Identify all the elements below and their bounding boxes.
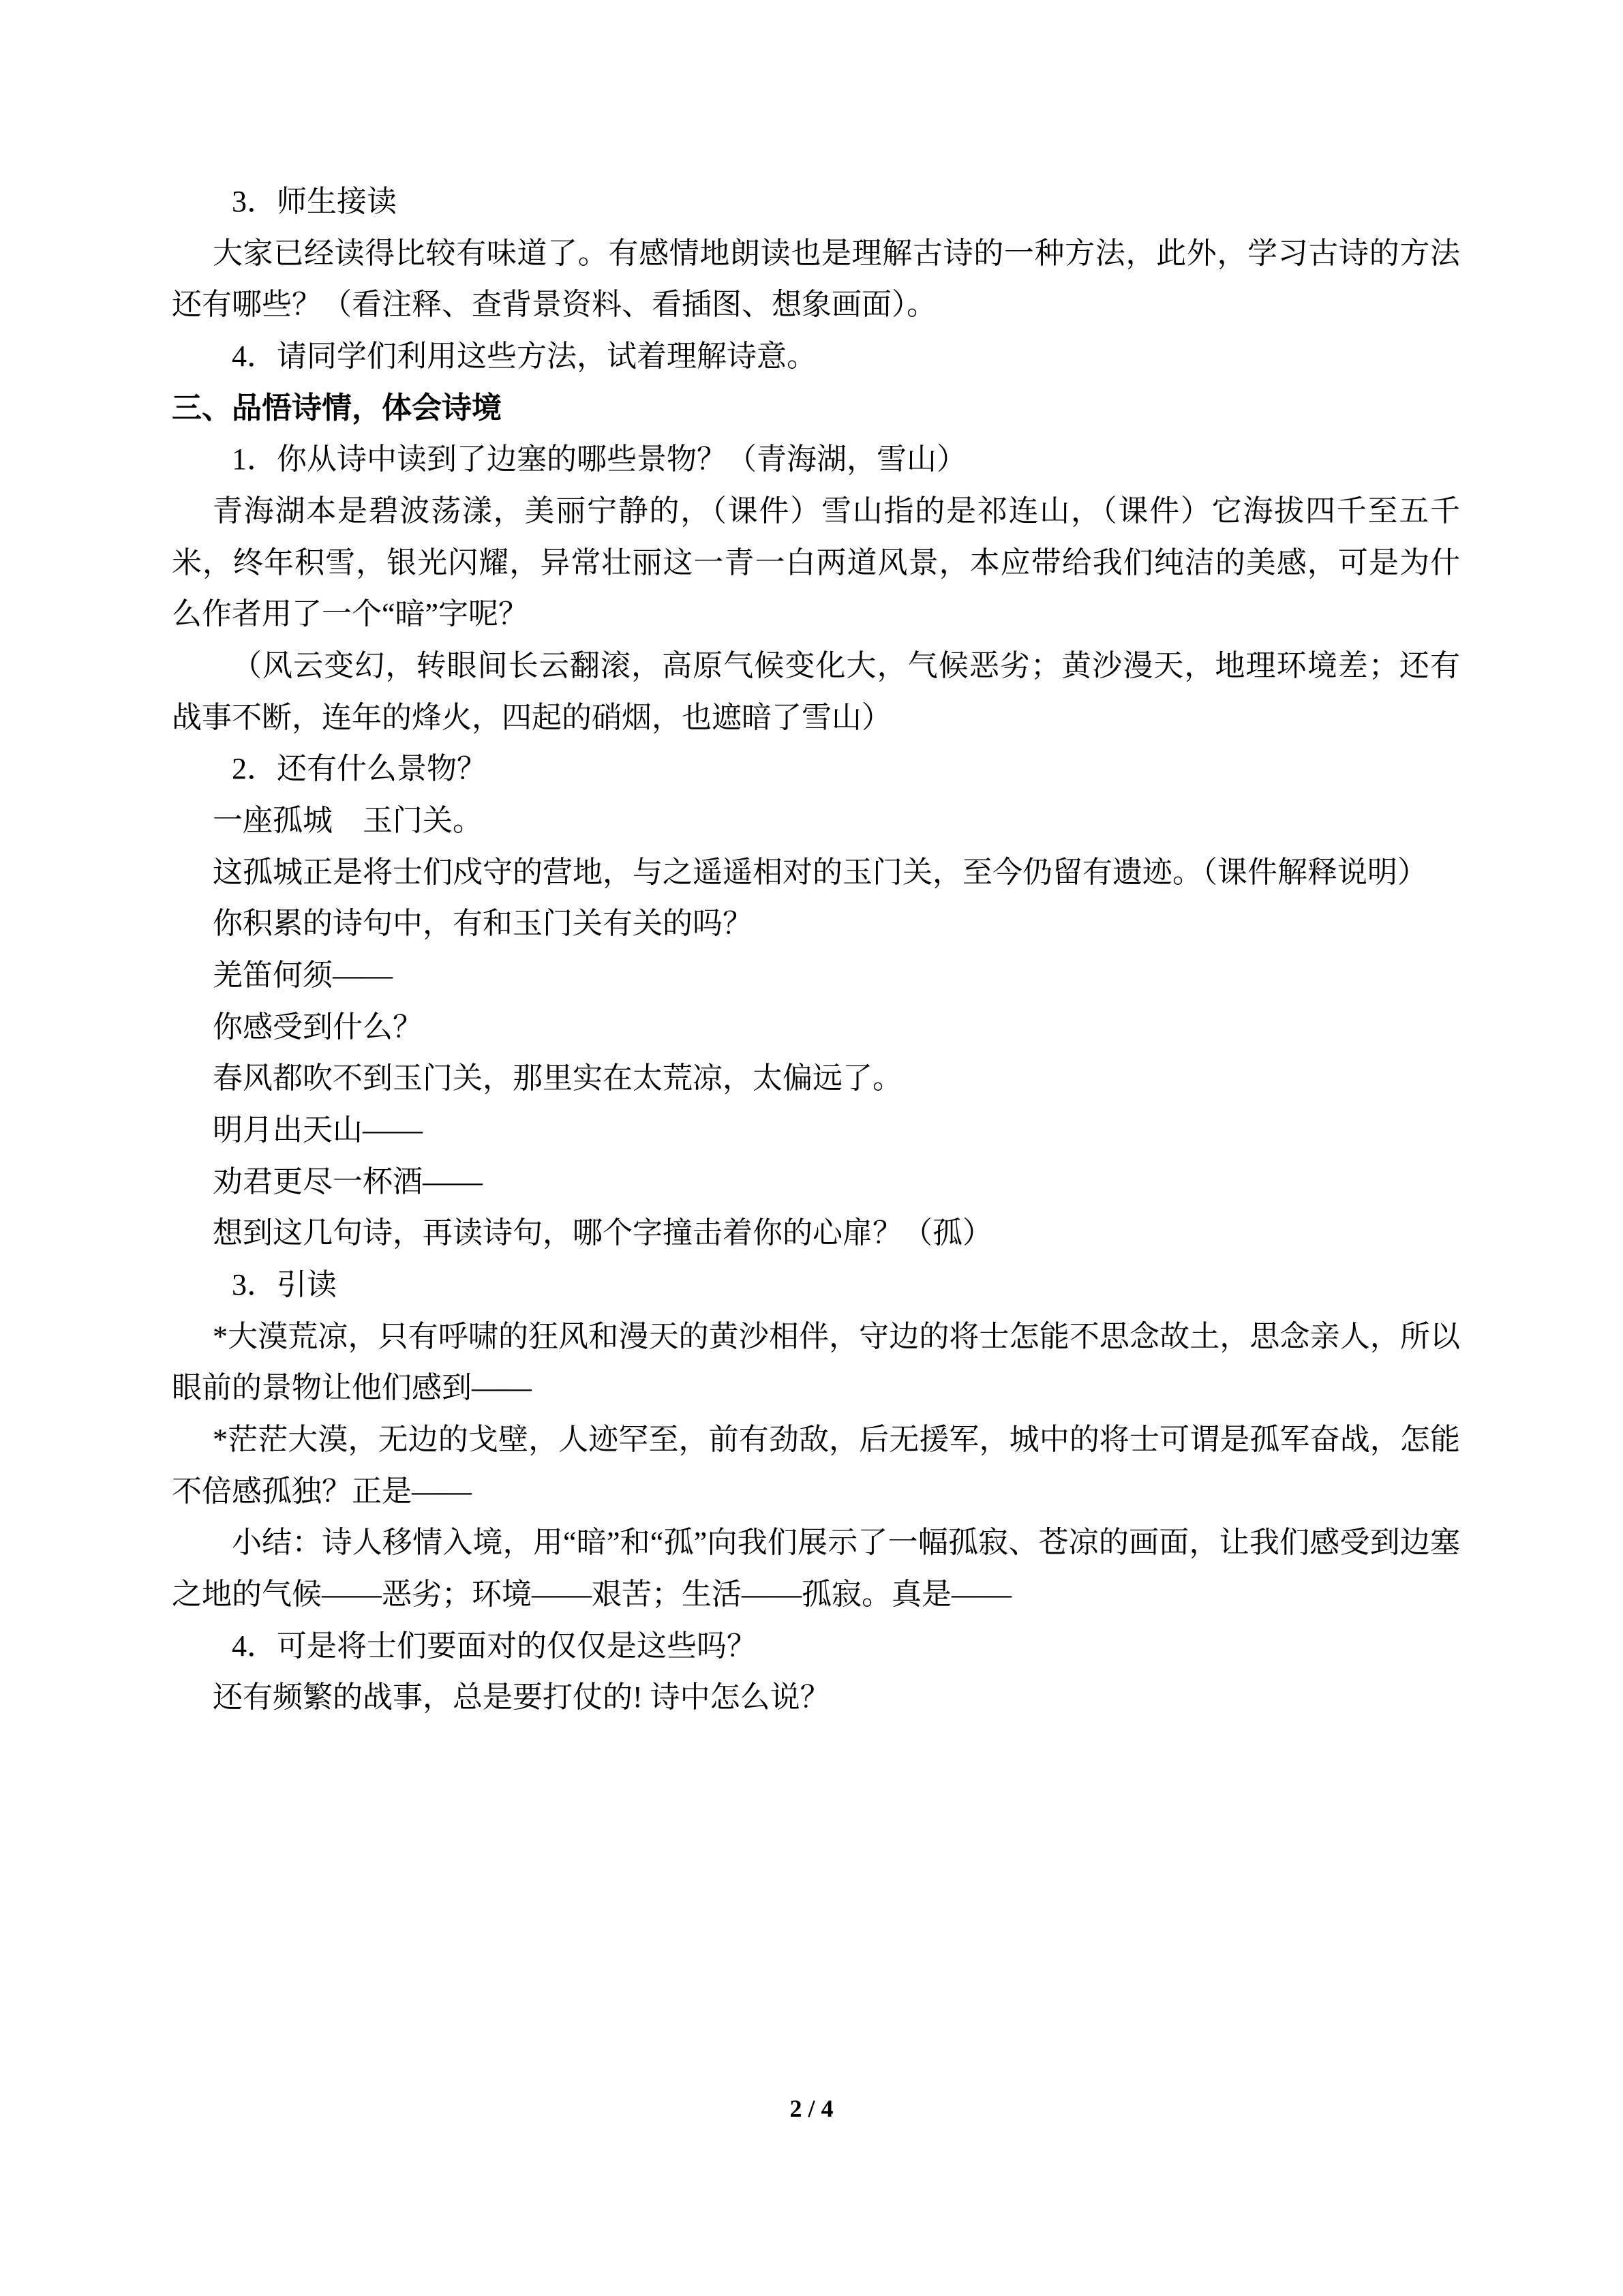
paragraph: 2．还有什么景物？ — [232, 752, 487, 786]
paragraph: 小结：诗人移情入境，用“暗”和“孤”向我们展示了一幅孤寂、苍凉的画面，让我们感受到边塞之地的气候——恶劣；环境——艰苦；生活——孤寂。真是—— — [172, 1526, 1460, 1612]
paragraph: （风云变幻，转眼间长云翻滚，高原气候变化大，气候恶劣；黄沙漫天，地理环境差；还有战事不断，连年的烽火，四起的硝烟，也遮暗了雪山） — [172, 649, 1460, 734]
page-number: 2 / 4 — [789, 2095, 834, 2122]
paragraph: 明月出天山—— — [213, 1113, 423, 1147]
section-heading: 三、品悟诗情，体会诗境 — [172, 391, 502, 425]
paragraph: 你积累的诗句中，有和玉门关有关的吗？ — [213, 907, 753, 941]
paragraph: 想到这几句诗，再读诗句，哪个字撞击着你的心扉？（孤） — [213, 1216, 992, 1250]
paragraph: 这孤城正是将士们戍守的营地，与之遥遥相对的玉门关，至今仍留有遗迹。（课件解释说明） — [213, 855, 1427, 889]
paragraph: 羌笛何须—— — [213, 958, 393, 993]
paragraph: 4．可是将士们要面对的仅仅是这些吗？ — [232, 1629, 757, 1663]
paragraph: 大家已经读得比较有味道了。有感情地朗读也是理解古诗的一种方法，此外，学习古诗的方法还有哪些？（看注释、查背景资料、看插图、想象画面）。 — [172, 236, 1460, 322]
paragraph: 还有频繁的战事，总是要打仗的! 诗中怎么说？ — [213, 1680, 830, 1715]
paragraph: 4．请同学们利用这些方法，试着理解诗意。 — [232, 339, 817, 374]
paragraph: 你感受到什么？ — [213, 1010, 423, 1044]
paragraph: *大漠荒凉，只有呼啸的狂风和漫天的黄沙相伴，守边的将士怎能不思念故土，思念亲人，所以眼前的景物让他们感到—— — [172, 1319, 1460, 1405]
paragraph: 1．你从诗中读到了边塞的哪些景物？（青海湖，雪山） — [232, 442, 967, 477]
document-body — [172, 176, 1460, 1723]
paragraph: 3．引读 — [232, 1268, 337, 1302]
paragraph: *茫茫大漠，无边的戈壁，人迹罕至，前有劲敌，后无援军，城中的将士可谓是孤军奋战，怎能不倍感孤独？正是—— — [172, 1423, 1460, 1508]
paragraph: 春风都吹不到玉门关，那里实在太荒凉，太偏远了。 — [213, 1061, 902, 1096]
paragraph: 一座孤城 玉门关。 — [213, 804, 483, 838]
paragraph: 青海湖本是碧波荡漾，美丽宁静的，（课件）雪山指的是祁连山，（课件）它海拔四千至五千米，终年积雪，银光闪耀，异常壮丽这一青一白两道风景，本应带给我们纯洁的美感，可是为什么作者用了一个“暗”字呢？ — [172, 494, 1460, 631]
paragraph: 3．师生接读 — [232, 185, 397, 218]
paragraph: 劝君更尽一杯酒—— — [213, 1164, 483, 1198]
